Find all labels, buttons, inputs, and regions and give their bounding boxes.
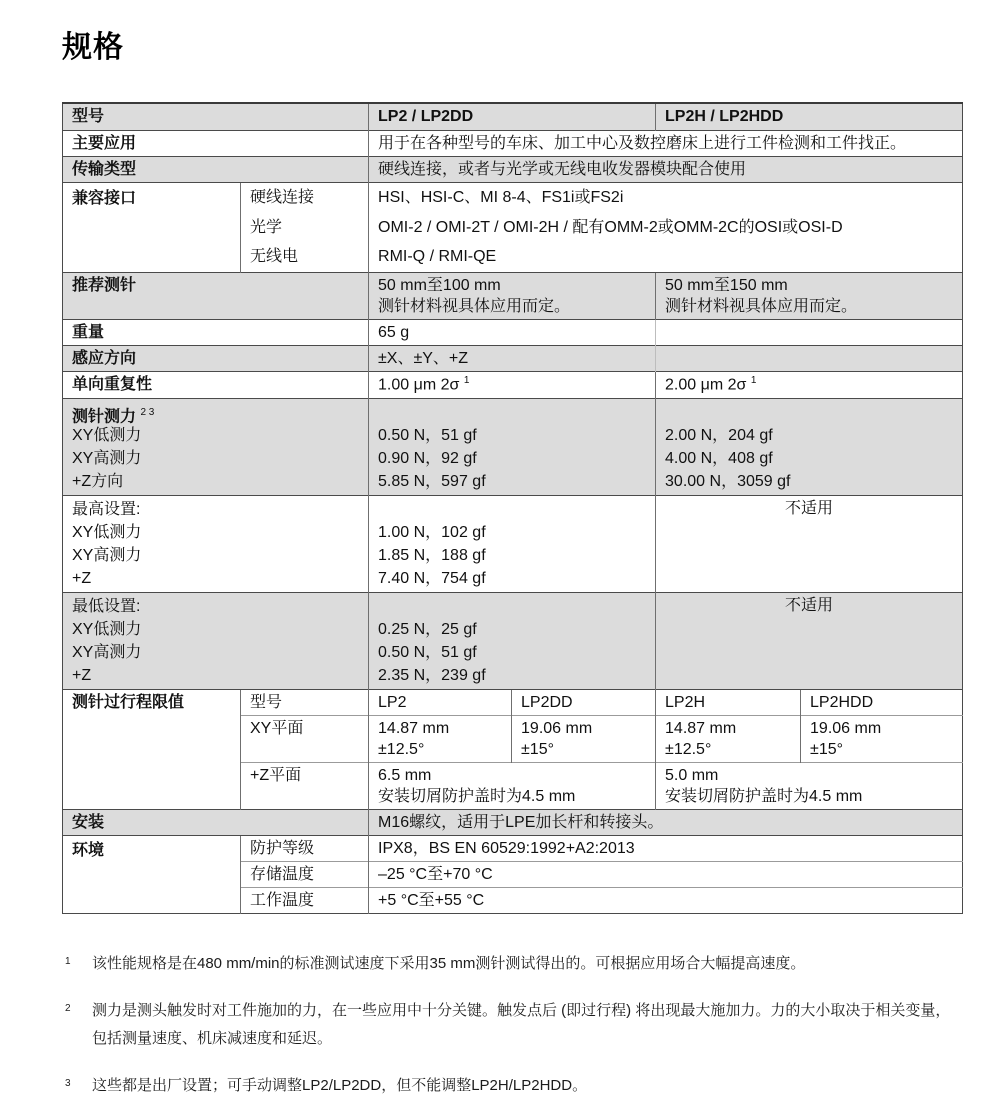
stylus-lp2h-range: 50 mm至150 mm: [665, 276, 788, 294]
max-settings-labels: [63, 495, 369, 592]
stylus-lp2-range: 50 mm至100 mm: [378, 276, 501, 294]
overtravel-model-lp2: LP2: [369, 689, 512, 715]
trigger-force-lp2h-values: [656, 398, 963, 495]
trigger-force-footnote-ref: 2 3: [140, 406, 155, 418]
overtravel-xy-angle: ±15°: [521, 740, 554, 758]
min-settings-lp2-value: 0.50 N，51 gf: [378, 643, 477, 661]
trigger-force-lp2h-value: 4.00 N，408 gf: [665, 449, 773, 467]
overtravel-model-row-name: 型号: [241, 689, 369, 715]
header-row: [63, 103, 963, 130]
weight-label: 重量: [63, 319, 369, 345]
environment-label: 环境: [63, 836, 241, 914]
row-env-protection: [63, 836, 963, 862]
row-weight: [63, 319, 963, 345]
env-protection-value: IPX8，BS EN 60529:1992+A2:2013: [369, 836, 963, 862]
footnotes: [62, 950, 962, 1099]
row-sense-directions: [63, 346, 963, 372]
row-repeatability: [63, 372, 963, 398]
recommended-stylus-label: 推荐测针: [63, 272, 369, 319]
overtravel-xy-lp2h: [656, 715, 801, 762]
min-settings-row-name: XY高测力: [72, 643, 142, 661]
overtravel-xy-lp2dd: [512, 715, 656, 762]
max-settings-lp2-value: 1.85 N，188 gf: [378, 546, 486, 564]
overtravel-z-note: 安装切屑防护盖时为4.5 mm: [665, 788, 863, 806]
footnote-2: [62, 997, 952, 1053]
repeatability-label: 单向重复性: [63, 372, 369, 398]
recommended-stylus-lp2: [369, 272, 656, 319]
env-protection-name: 防护等级: [241, 836, 369, 862]
overtravel-label: 测针过行程限值: [63, 689, 241, 810]
trigger-force-lp2h-value: 30.00 N，3059 gf: [665, 472, 791, 490]
max-settings-lp2h-na: 不适用: [656, 495, 963, 592]
header-lp2: LP2 / LP2DD: [369, 103, 656, 130]
interfaces-label: 兼容接口: [63, 182, 241, 272]
overtravel-xy-travel: 14.87 mm: [378, 719, 450, 737]
main-application-value: 用于在各种型号的车床、加工中心及数控磨床上进行工件检测和工件找正。: [369, 130, 963, 156]
interfaces-hardwired-value: HSI、HSI-C、MI 8-4、FS1i或FS2i: [369, 182, 963, 212]
header-model-label: 型号: [72, 108, 105, 126]
footnote-1-text: 该性能规格是在480 mm/min的标准测试速度下采用35 mm测针测试得出的。可根据应用场合大幅提高速度。: [92, 955, 806, 973]
overtravel-z-name: +Z平面: [241, 762, 369, 809]
overtravel-z-lp2: [369, 762, 656, 809]
trigger-force-row-name: XY高测力: [72, 449, 142, 467]
repeatability-lp2: [369, 372, 656, 398]
interfaces-optical-name: 光学: [241, 212, 369, 242]
env-operating-value: +5 °C至+55 °C: [369, 888, 963, 914]
min-settings-lp2-values: [369, 592, 656, 689]
row-max-settings: [63, 495, 963, 592]
footnote-3-text: 这些都是出厂设置；可手动调整LP2/LP2DD，但不能调整LP2H/LP2HDD。: [92, 1076, 588, 1094]
overtravel-xy-angle: ±12.5°: [665, 740, 712, 758]
max-settings-row-name: XY低测力: [72, 523, 142, 541]
overtravel-xy-lp2: [369, 715, 512, 762]
mounting-label: 安装: [63, 810, 369, 836]
min-settings-lp2-value: 2.35 N，239 gf: [378, 666, 486, 684]
max-settings-row-name: +Z: [72, 569, 92, 587]
min-settings-lp2h-na: 不适用: [656, 592, 963, 689]
header-lp2h: LP2H / LP2HDD: [656, 103, 963, 130]
sense-directions-value: ±X、±Y、+Z: [369, 346, 656, 372]
repeatability-lp2h-footnote-ref: 1: [750, 375, 757, 387]
row-interfaces-hardwired: [63, 182, 963, 212]
max-settings-lp2-value: 7.40 N，754 gf: [378, 569, 486, 587]
max-settings-lp2-value: 1.00 N，102 gf: [378, 523, 486, 541]
max-settings-label: 最高设置:: [72, 500, 141, 518]
min-settings-row-name: +Z: [72, 666, 92, 684]
min-settings-labels: [63, 592, 369, 689]
repeatability-lp2-footnote-ref: 1: [463, 375, 470, 387]
footnote-3: [62, 1072, 952, 1100]
repeatability-lp2-value: 1.00 μm 2σ: [378, 376, 460, 394]
stylus-lp2-note: 测针材料视具体应用而定。: [378, 297, 571, 315]
row-transmission-type: [63, 156, 963, 182]
repeatability-lp2h-value: 2.00 μm 2σ: [665, 376, 747, 394]
interfaces-optical-value: OMI-2 / OMI-2T / OMI-2H / 配有OMM-2或OMM-2C的OSI或OSI-D: [369, 212, 963, 242]
sense-directions-label: 感应方向: [63, 346, 369, 372]
trigger-force-lp2-value: 0.50 N，51 gf: [378, 426, 477, 444]
footnote-2-marker: 2: [65, 1003, 71, 1014]
trigger-force-lp2-values: [369, 398, 656, 495]
env-storage-name: 存储温度: [241, 862, 369, 888]
min-settings-lp2-value: 0.25 N，25 gf: [378, 620, 477, 638]
row-min-settings: [63, 592, 963, 689]
row-trigger-force: [63, 398, 963, 495]
row-recommended-stylus: [63, 272, 963, 319]
env-storage-value: –25 °C至+70 °C: [369, 862, 963, 888]
overtravel-xy-angle: ±15°: [810, 740, 844, 758]
weight-empty-cell: [656, 319, 963, 345]
spec-table: [62, 102, 963, 914]
overtravel-model-lp2hdd: LP2HDD: [801, 689, 963, 715]
overtravel-xy-lp2hdd: [801, 715, 963, 762]
min-settings-label: 最低设置:: [72, 597, 141, 615]
overtravel-xy-travel: 19.06 mm: [521, 719, 593, 737]
stylus-lp2h-note: 测针材料视具体应用而定。: [665, 297, 858, 315]
interfaces-radio-name: 无线电: [241, 242, 369, 272]
max-settings-row-name: XY高测力: [72, 546, 142, 564]
min-settings-row-name: XY低测力: [72, 620, 142, 638]
footnote-3-marker: 3: [65, 1077, 71, 1089]
page-title: 规格: [62, 31, 124, 64]
overtravel-xy-travel: 14.87 mm: [665, 719, 737, 737]
row-mounting: [63, 810, 963, 836]
max-settings-lp2-values: [369, 495, 656, 592]
overtravel-model-lp2h: LP2H: [656, 689, 801, 715]
overtravel-xy-angle: ±12.5°: [378, 740, 425, 758]
footnote-1: [62, 950, 952, 978]
recommended-stylus-lp2h: [656, 272, 963, 319]
overtravel-z-lp2h: [656, 762, 963, 809]
main-application-label: 主要应用: [63, 130, 369, 156]
trigger-force-lp2-value: 0.90 N，92 gf: [378, 449, 477, 467]
row-overtravel-models: [63, 689, 963, 715]
trigger-force-label: 测针测力: [72, 407, 137, 424]
weight-value: 65 g: [369, 319, 656, 345]
trigger-force-lp2-value: 5.85 N，597 gf: [378, 472, 486, 490]
overtravel-model-lp2dd: LP2DD: [512, 689, 656, 715]
transmission-type-value: 硬线连接，或者与光学或无线电收发器模块配合使用: [369, 156, 963, 182]
trigger-force-labels: [63, 398, 369, 495]
footnote-1-marker: 1: [65, 956, 71, 968]
transmission-type-label: 传输类型: [63, 156, 369, 182]
repeatability-lp2h: [656, 372, 963, 398]
overtravel-xy-name: XY平面: [241, 715, 369, 762]
trigger-force-lp2h-value: 2.00 N，204 gf: [665, 426, 773, 444]
trigger-force-row-name: +Z方向: [72, 472, 124, 490]
overtravel-z-note: 安装切屑防护盖时为4.5 mm: [378, 788, 576, 806]
row-main-application: [63, 130, 963, 156]
footnote-2-text: 测力是测头触发时对工件施加的力，在一些应用中十分关键。触发点后 (即过行程) 将出现最大施加力。力的大小取决于相关变量，包括测量速度、机床减速度和延迟。: [92, 1002, 951, 1047]
mounting-value: M16螺纹，适用于LPE加长杆和转接头。: [369, 810, 963, 836]
trigger-force-row-name: XY低测力: [72, 426, 142, 444]
sense-directions-empty-cell: [656, 346, 963, 372]
overtravel-z-travel: 5.0 mm: [665, 766, 719, 784]
overtravel-xy-travel: 19.06 mm: [810, 719, 882, 737]
interfaces-hardwired-name: 硬线连接: [241, 182, 369, 212]
overtravel-z-travel: 6.5 mm: [378, 766, 432, 784]
interfaces-radio-value: RMI-Q / RMI-QE: [369, 242, 963, 272]
env-operating-name: 工作温度: [241, 888, 369, 914]
